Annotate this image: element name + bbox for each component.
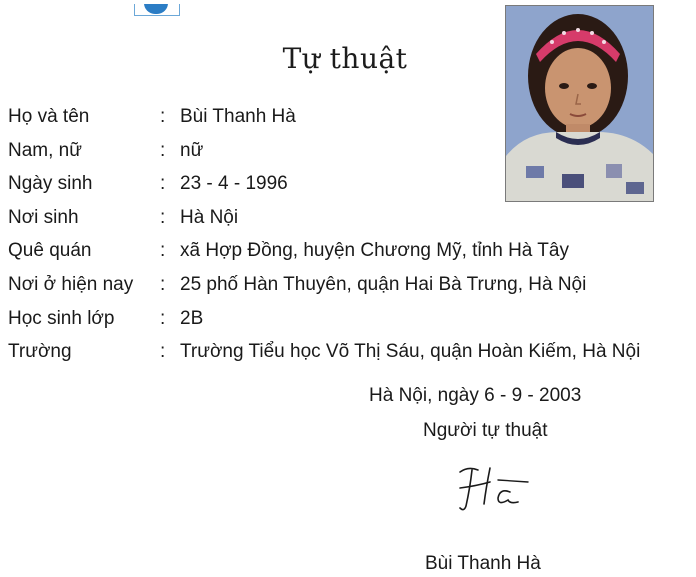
signer-name: Bùi Thanh Hà [425,553,541,574]
info-row-school [8,335,696,369]
writer-label: Người tự thuật [423,420,548,441]
info-row-birth-place [8,201,696,235]
field-value: Hà Nội [180,206,239,228]
field-value: Bùi Thanh Hà [180,106,296,127]
info-row-birth-date [8,167,696,201]
info-row-hometown [8,234,696,268]
field-value: nữ [180,139,204,161]
field-separator: : [160,273,166,295]
info-row-class [8,302,696,336]
info-row-current-address [8,268,696,302]
personal-info-list [8,100,696,369]
field-label: Họ và tên [8,106,90,127]
info-row-full-name [8,100,696,134]
field-label: Nam, nữ [8,139,82,161]
field-value: xã Hợp Đồng, huyện Chương Mỹ, tỉnh Hà Tây [180,240,569,262]
field-label: Ngày sinh [8,173,93,195]
field-value: 25 phố Hàn Thuyên, quận Hai Bà Trưng, Hà Nội [180,273,587,295]
field-separator: : [160,173,166,195]
field-separator: : [160,307,166,329]
field-value: 23 - 4 - 1996 [180,173,288,195]
field-label: Nơi ở hiện nay [8,273,134,295]
page-title: Tự thuật [282,42,408,75]
field-value: 2B [180,307,204,329]
field-separator: : [160,240,166,262]
field-separator: : [160,206,166,228]
field-value: Trường Tiểu học Võ Thị Sáu, quận Hoàn Kiếm, Hà Nội [180,341,641,363]
field-label: Nơi sinh [8,206,79,228]
field-separator: : [160,139,166,161]
info-row-gender [8,134,696,168]
field-separator: : [160,106,166,127]
field-label: Quê quán [8,240,92,262]
handwritten-signature [448,458,548,518]
top-decoration-mark [134,4,180,16]
field-separator: : [160,341,166,363]
field-label: Học sinh lớp [8,307,115,329]
field-label: Trường [8,341,72,363]
place-and-date: Hà Nội, ngày 6 - 9 - 2003 [369,385,582,406]
